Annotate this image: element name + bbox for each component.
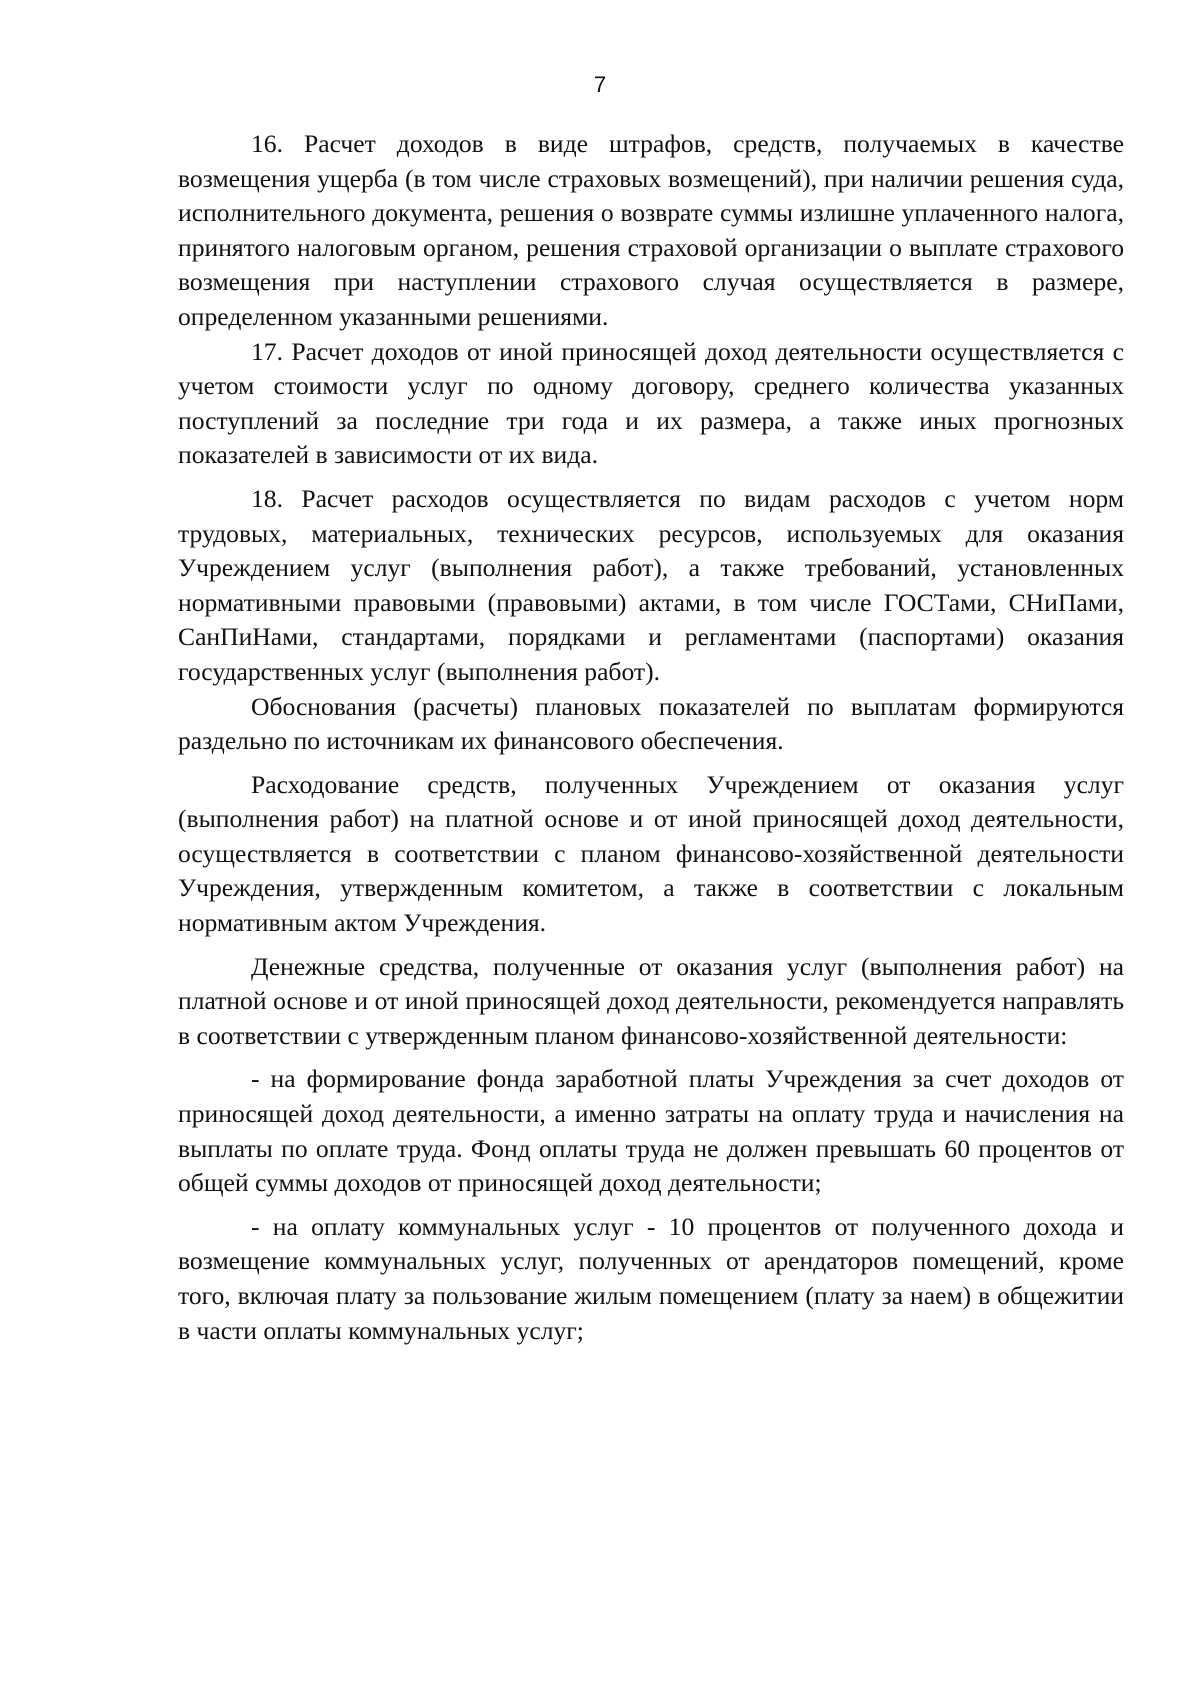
document-body	[178, 127, 1124, 1348]
paragraph-funds: Денежные средства, полученные от оказания услуг (выполнения работ) на платной основе и от иной приносящей доход деятельности, рекомендуется направлять в соответствии с утвержденным планом финансово-хозяйственной деятельности:	[178, 951, 1124, 1050]
page-number: 7	[593, 72, 607, 97]
list-item-utilities: - на оплату коммунальных услуг - 10 процентов от полученного дохода и возмещение коммунальных услуг, полученных от арендаторов помещений, кроме того, включая плату за пользование жилым помещением (плату за наем) в общежитии в части оплаты коммунальных услуг;	[178, 1211, 1124, 1345]
paragraph-18: 18. Расчет расходов осуществляется по видам расходов с учетом норм трудовых, материальных, технических ресурсов, используемых для оказания Учреждением услуг (выполнения работ), а также требований, установленных нормативными правовыми (правовыми) актами, в том числе ГОСТами, СНиПами, СанПиНами, стандартами, порядками и регламентами (паспортами) оказания государственных услуг (выполнения работ).	[178, 483, 1124, 686]
paragraph-16: 16. Расчет доходов в виде штрафов, средств, получаемых в качестве возмещения ущерба (в том числе страховых возмещений), при наличии решения суда, исполнительного документа, решения о возврате суммы излишне уплаченного налога, принятого налоговым органом, решения страховой организации о выплате страхового возмещения при наступлении страхового случая осуществляется в размере, определенном указанными решениями.	[178, 129, 1124, 331]
paragraph-spending: Расходование средств, полученных Учреждением от оказания услуг (выполнения работ) на платной основе и от иной приносящей доход деятельности, осуществляется в соответствии с планом финансово-хозяйственной деятельности Учреждения, утвержденным комитетом, а также в соответствии с локальным нормативным актом Учреждения.	[178, 769, 1124, 938]
paragraph-17: 17. Расчет доходов от иной приносящей доход деятельности осуществляется с учетом стоимости услуг по одному договору, среднего количества указанных поступлений за последние три года и их размера, а также иных прогнозных показателей в зависимости от их вида.	[178, 336, 1124, 470]
paragraph-justification: Обоснования (расчеты) плановых показателей по выплатам формируются раздельно по источникам их финансового обеспечения.	[178, 691, 1124, 756]
list-item-salary-fund: - на формирование фонда заработной платы Учреждения за счет доходов от приносящей доход деятельности, а именно затраты на оплату труда и начисления на выплаты по оплате труда. Фонд оплаты труда не должен превышать 60 процентов от общей суммы доходов от приносящей доход деятельности;	[178, 1064, 1124, 1198]
